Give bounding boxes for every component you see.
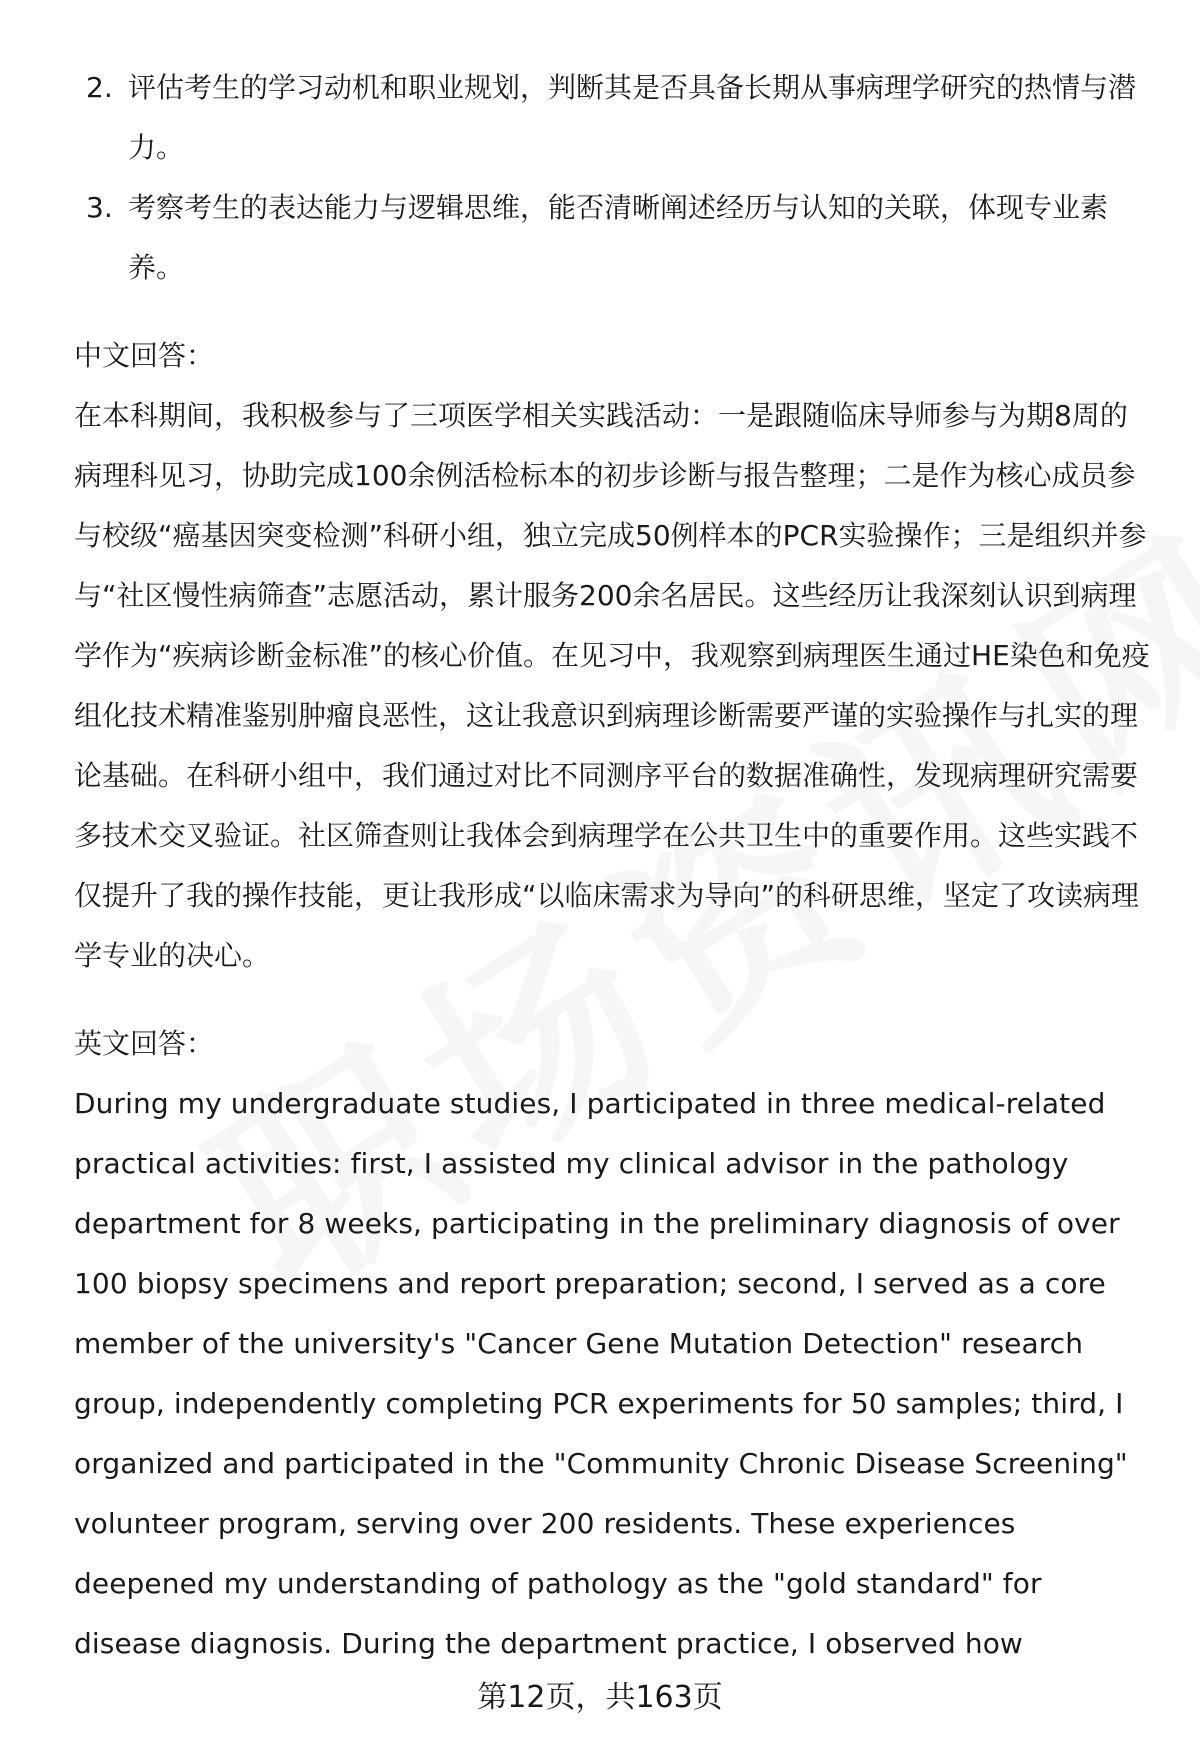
chinese-answer-heading: 中文回答： — [74, 339, 215, 372]
page-content — [74, 58, 1154, 1674]
evaluation-criteria-list — [74, 58, 1154, 298]
criteria-item-3 — [74, 178, 1154, 298]
english-answer-text: During my undergraduate studies, I participated in three medical-related practical activities: first, I assisted my clinical advisor in the pathology department for 8 weeks, participating in the preliminary diagnosis of over 100 biopsy specimens and report preparation; second, I served as a core member of the university's "Cancer Gene Mutation Detection" research group, independently completing PCR experiments for 50 samples; third, I organized and participated in the "Community Chronic Disease Screening" volunteer program, serving over 200 residents. These experiences deepened my understanding of pathology as the "gold standard" for disease diagnosis. During the department practice, I observed how — [74, 1087, 1128, 1660]
page-number-footer: 第12页，共163页 — [477, 1680, 723, 1715]
criteria-text: 评估考生的学习动机和职业规划，判断其是否具备长期从事病理学研究的热情与潜力。 — [128, 71, 1137, 164]
criteria-item-2 — [74, 58, 1154, 178]
criteria-text: 考察考生的表达能力与逻辑思维，能否清晰阐述经历与认知的关联，体现专业素养。 — [128, 191, 1109, 284]
criteria-number: 2. — [86, 71, 113, 104]
chinese-answer-text: 在本科期间，我积极参与了三项医学相关实践活动：一是跟随临床导师参与为期8周的病理科见习，协助完成100余例活检标本的初步诊断与报告整理；二是作为核心成员参与校级“癌基因突变检测”科研小组，独立完成50例样本的PCR实验操作；三是组织并参与“社区慢性病筛查”志愿活动，累计服务200余名居民。这些经历让我深刻认识到病理学作为“疾病诊断金标准”的核心价值。在见习中，我观察到病理医生通过HE染色和免疫组化技术精准鉴别肿瘤良恶性，这让我意识到病理诊断需要严谨的实验操作与扎实的理论基础。在科研小组中，我们通过对比不同测序平台的数据准确性，发现病理研究需要多技术交叉验证。社区筛查则让我体会到病理学在公共卫生中的重要作用。这些实践不仅提升了我的操作技能，更让我形成“以临床需求为导向”的科研思维，坚定了攻读病理学专业的决心。 — [74, 399, 1150, 972]
english-answer-heading: 英文回答： — [74, 1027, 215, 1060]
criteria-number: 3. — [86, 191, 113, 224]
